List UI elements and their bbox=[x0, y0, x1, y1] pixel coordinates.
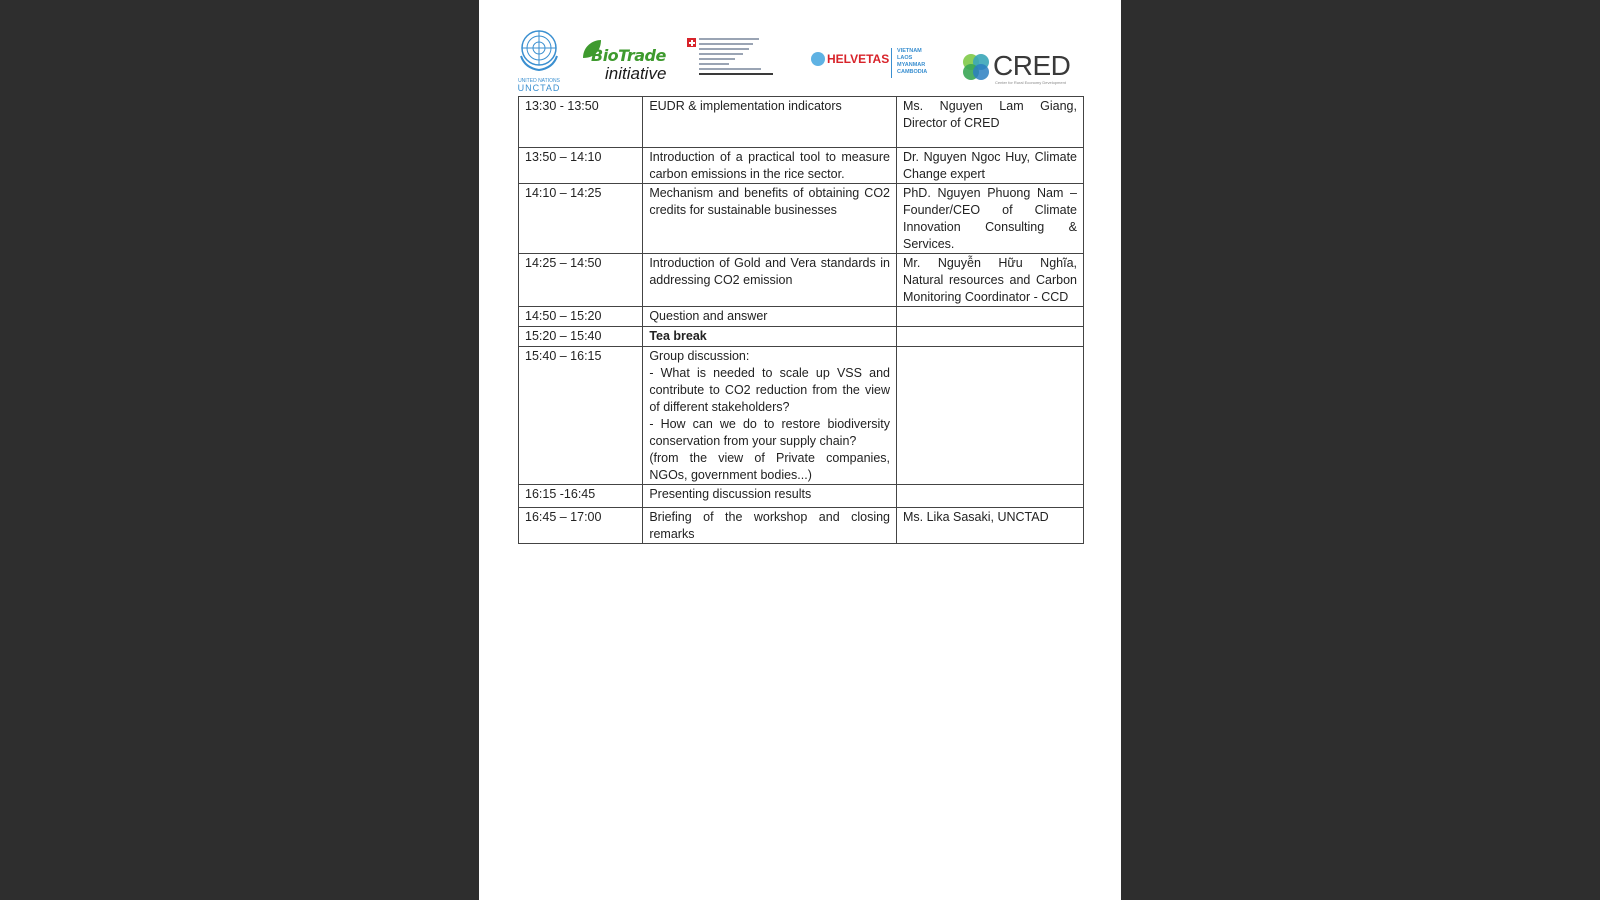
agenda-topic-cell bbox=[643, 347, 897, 485]
agenda-topic-cell bbox=[643, 327, 897, 347]
agenda-speaker-cell bbox=[897, 485, 1084, 508]
agenda-row bbox=[519, 97, 1084, 148]
agenda-body bbox=[519, 97, 1084, 544]
cred-logo bbox=[961, 50, 1075, 90]
swiss-flag-icon bbox=[687, 38, 696, 47]
agenda-topic-line: Briefing of the workshop and closing remarks bbox=[649, 510, 890, 541]
agenda-topic-cell bbox=[643, 184, 897, 254]
agenda-topic-cell bbox=[643, 97, 897, 148]
globe-icon bbox=[811, 52, 825, 66]
agenda-speaker-cell: PhD. Nguyen Phuong Nam – Founder/CEO of Climate Innovation Consulting & Services. bbox=[897, 184, 1084, 254]
agenda-speaker-cell: Mr. Nguyễn Hữu Nghĩa, Natural resources and Carbon Monitoring Coordinator - CCD bbox=[897, 254, 1084, 307]
agenda-topic-line: Group discussion: bbox=[649, 349, 750, 363]
agenda-speaker-cell: Ms. Nguyen Lam Giang, Director of CRED bbox=[897, 97, 1084, 148]
agenda-row bbox=[519, 254, 1084, 307]
helvetas-word: HELVETAS bbox=[827, 52, 890, 66]
biotrade-word: BioTrade bbox=[591, 46, 666, 65]
agenda-row bbox=[519, 148, 1084, 184]
agenda-topic-line: Question and answer bbox=[649, 309, 768, 323]
document-page bbox=[479, 0, 1121, 900]
country-label: VIETNAM bbox=[897, 48, 922, 54]
cred-word: CRED bbox=[993, 50, 1071, 81]
agenda-topic-cell bbox=[643, 254, 897, 307]
agenda-time-cell: 14:50 – 15:20 bbox=[519, 307, 643, 327]
agenda-time-cell: 15:40 – 16:15 bbox=[519, 347, 643, 485]
cred-subtitle: Center for Rural Economy Development bbox=[995, 80, 1066, 85]
agenda-topic-cell bbox=[643, 148, 897, 184]
agenda-speaker-cell bbox=[897, 347, 1084, 485]
swiss-confederation-logo bbox=[687, 38, 777, 86]
agenda-topic-line: Presenting discussion results bbox=[649, 487, 812, 501]
agenda-time-cell: 13:50 – 14:10 bbox=[519, 148, 643, 184]
agenda-topic-line: Tea break bbox=[649, 329, 707, 343]
agenda-row bbox=[519, 508, 1084, 544]
agenda-speaker-cell: Dr. Nguyen Ngoc Huy, Climate Change expert bbox=[897, 148, 1084, 184]
country-label: CAMBODIA bbox=[897, 69, 928, 75]
helvetas-logo bbox=[811, 48, 951, 88]
agenda-topic-line: - What is needed to scale up VSS and contribute to CO2 reduction from the view of different stakeholders? bbox=[649, 366, 890, 414]
logo-strip bbox=[515, 28, 1075, 93]
un-unctad-logo bbox=[515, 28, 563, 93]
agenda-row bbox=[519, 307, 1084, 327]
un-logo-text: UNITED NATIONS bbox=[518, 78, 560, 84]
agenda-time-cell: 14:10 – 14:25 bbox=[519, 184, 643, 254]
agenda-row bbox=[519, 485, 1084, 508]
agenda-topic-cell bbox=[643, 485, 897, 508]
agenda-topic-line: Introduction of Gold and Vera standards in addressing CO2 emission bbox=[649, 256, 890, 287]
agenda-speaker-cell: Ms. Lika Sasaki, UNCTAD bbox=[897, 508, 1084, 544]
cred-circles-icon bbox=[961, 52, 991, 82]
agenda-topic-line: Mechanism and benefits of obtaining CO2 credits for sustainable businesses bbox=[649, 186, 890, 217]
agenda-row bbox=[519, 327, 1084, 347]
agenda-topic-line: - How can we do to restore biodiversity conservation from your supply chain? bbox=[649, 417, 890, 448]
unctad-logo-text: UNCTAD bbox=[517, 83, 561, 93]
agenda-topic-line: (from the view of Private companies, NGOs, government bodies...) bbox=[649, 451, 890, 482]
biotrade-subtitle: initiative bbox=[605, 64, 667, 83]
agenda-time-cell: 15:20 – 15:40 bbox=[519, 327, 643, 347]
swiss-logo-text-lines bbox=[699, 38, 779, 78]
helvetas-divider bbox=[891, 48, 892, 78]
agenda-time-cell: 13:30 - 13:50 bbox=[519, 97, 643, 148]
country-label: MYANMAR bbox=[897, 62, 926, 68]
agenda-time-cell: 16:45 – 17:00 bbox=[519, 508, 643, 544]
country-label: LAOS bbox=[897, 55, 913, 61]
agenda-row bbox=[519, 347, 1084, 485]
agenda-speaker-cell bbox=[897, 327, 1084, 347]
un-emblem-icon bbox=[517, 28, 561, 72]
agenda-speaker-cell bbox=[897, 307, 1084, 327]
agenda-time-cell: 14:25 – 14:50 bbox=[519, 254, 643, 307]
agenda-topic-line: Introduction of a practical tool to measure carbon emissions in the rice sector. bbox=[649, 150, 890, 181]
agenda-topic-cell bbox=[643, 307, 897, 327]
agenda-row bbox=[519, 184, 1084, 254]
agenda-table bbox=[518, 96, 1084, 544]
agenda-time-cell: 16:15 -16:45 bbox=[519, 485, 643, 508]
helvetas-countries bbox=[897, 48, 927, 76]
agenda-topic-line: EUDR & implementation indicators bbox=[649, 99, 842, 113]
agenda-topic-cell bbox=[643, 508, 897, 544]
biotrade-initiative-logo bbox=[579, 38, 675, 86]
